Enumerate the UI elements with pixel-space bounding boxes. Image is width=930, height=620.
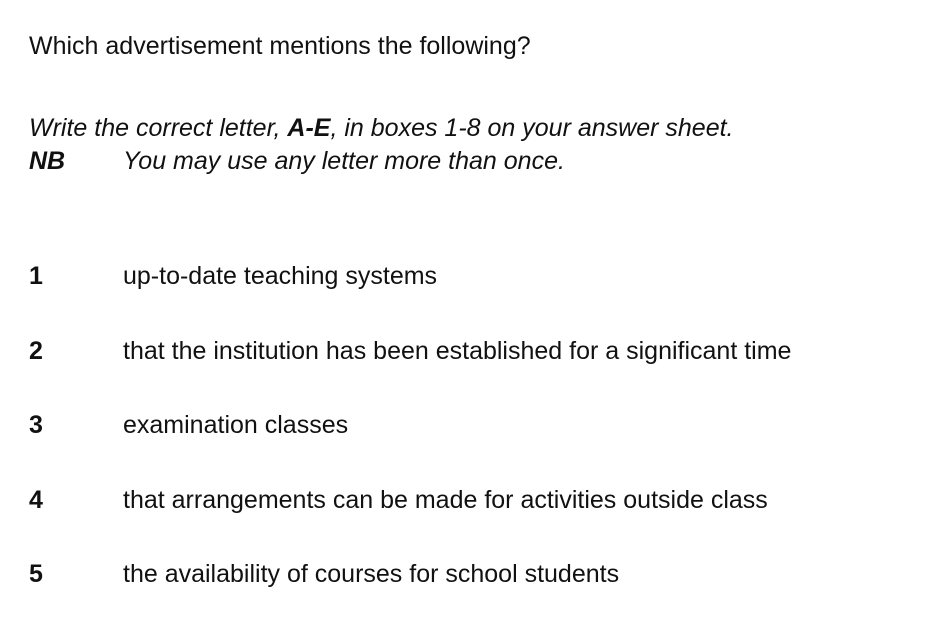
nb-line <box>29 145 734 178</box>
instruction-text-post: , in boxes 1-8 on your answer sheet. <box>330 114 734 142</box>
question-number: 2 <box>29 336 43 365</box>
question-number: 3 <box>29 411 43 439</box>
question-list <box>29 258 791 620</box>
nb-label: NB <box>29 147 66 175</box>
question-text: that arrangements can be made for activities outside class <box>123 485 768 514</box>
question-item <box>29 407 791 482</box>
question-item <box>29 482 791 557</box>
letter-range: A-E <box>287 114 331 142</box>
question-number: 1 <box>29 262 43 290</box>
question-text: examination classes <box>123 411 349 439</box>
instruction-line <box>29 112 734 145</box>
question-text: that the institution has been established for a significant time <box>123 336 792 365</box>
question-number: 4 <box>29 485 43 514</box>
question-number: 5 <box>29 560 43 588</box>
question-item <box>29 556 791 620</box>
nb-text: You may use any letter more than once. <box>123 147 565 175</box>
question-item <box>29 258 791 333</box>
question-heading: Which advertisement mentions the following? <box>29 32 531 60</box>
question-item <box>29 333 791 408</box>
question-text: up-to-date teaching systems <box>123 262 438 290</box>
instructions <box>29 112 734 178</box>
question-text: the availability of courses for school students <box>123 560 620 588</box>
instruction-text-pre: Write the correct letter, <box>29 114 288 142</box>
